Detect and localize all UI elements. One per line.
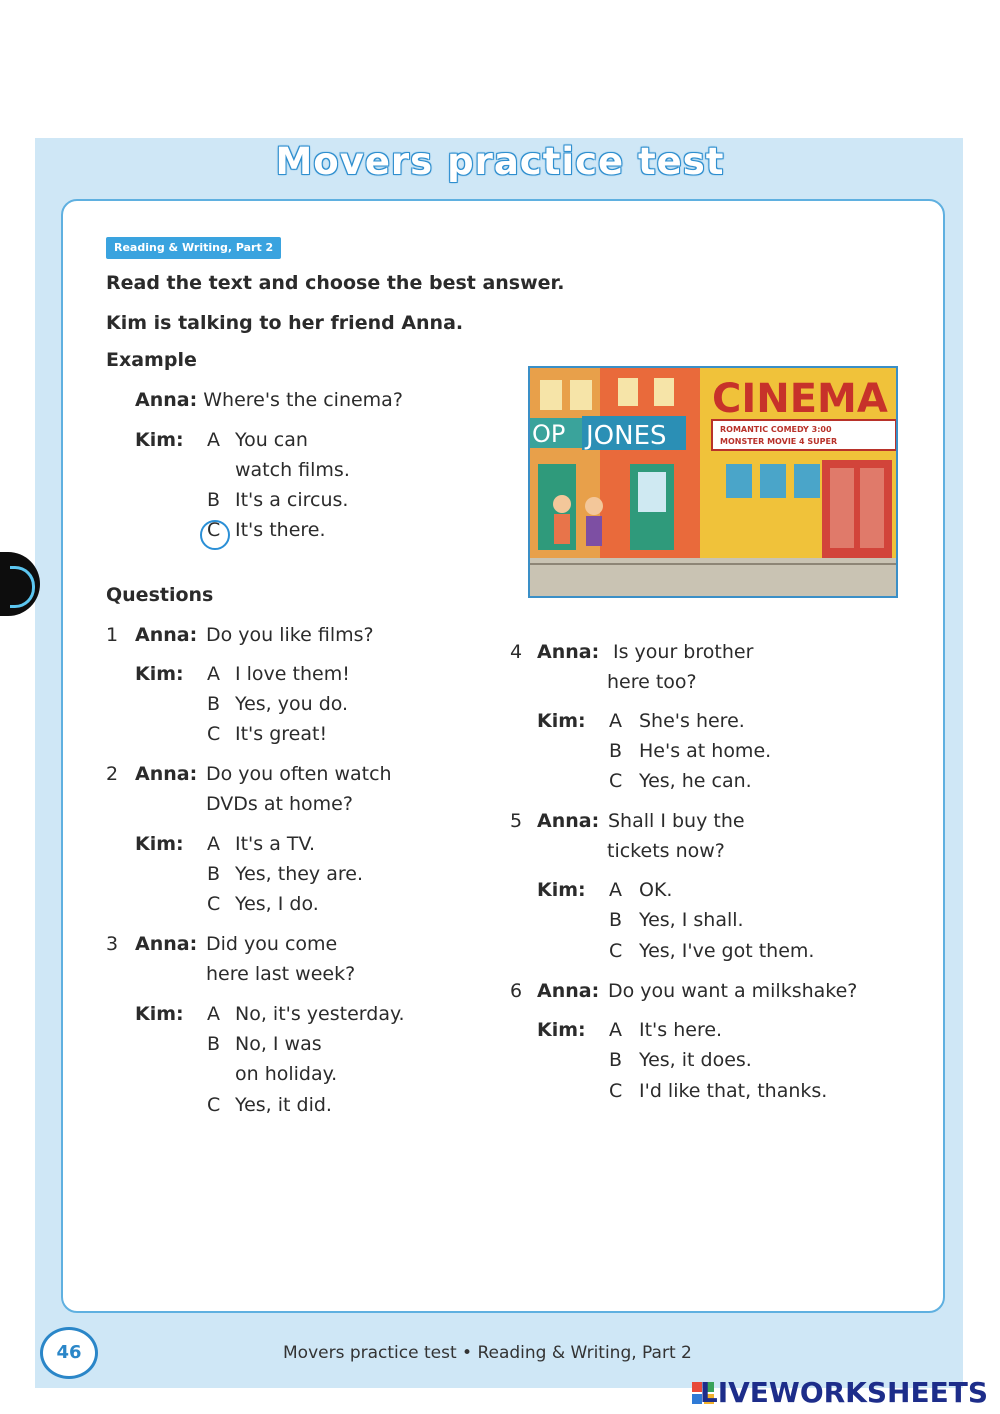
option-letter: B [207,489,221,511]
option-text: No, I was [235,1033,322,1055]
option-text: Yes, you do. [235,693,349,715]
option-letter: A [609,879,622,901]
option-text: It's great! [235,723,328,745]
option-letter: C [609,1080,623,1102]
sign-shop: OP [532,420,566,448]
speaker-label: Anna: [135,624,198,646]
speaker-label: Anna: [537,810,600,832]
speaker-label: Kim: [135,429,184,451]
sign-cinema: CINEMA [712,376,888,422]
option-text: It's there. [235,519,326,541]
speaker-label: Kim: [537,710,586,732]
context-text: Kim is talking to her friend Anna. [106,312,464,334]
sign-jones: JONES [586,421,667,451]
marquee-line-1: ROMANTIC COMEDY 3:00 [720,425,832,434]
option-letter: C [207,519,221,541]
option-letter: A [207,663,220,685]
question-text: here too? [607,671,697,693]
question-text: here last week? [206,963,356,985]
question-text: DVDs at home? [206,793,353,815]
option-text: No, it's yesterday. [235,1003,405,1025]
option-text: Yes, I shall. [639,909,744,931]
speaker-label: Anna: [135,389,198,411]
speaker-label: Anna: [537,980,600,1002]
option-text: You can [235,429,308,451]
page-title: Movers practice test [275,140,725,183]
question-text: Do you often watch [206,763,392,785]
option-text: OK. [639,879,673,901]
speaker-label: Anna: [135,763,198,785]
instruction: Read the text and choose the best answer. [106,272,565,294]
page-number: 46 [40,1327,98,1379]
option-letter: B [609,740,623,762]
option-text: Yes, it did. [235,1094,332,1116]
option-text: It's here. [639,1019,723,1041]
cinema-illustration [528,366,898,598]
option-text: It's a circus. [235,489,349,511]
option-text: Yes, I do. [235,893,319,915]
option-text: I'd like that, thanks. [639,1080,828,1102]
option-text: It's a TV. [235,833,316,855]
option-text: watch films. [235,459,350,481]
option-text: He's at home. [639,740,772,762]
speaker-label: Anna: [537,641,600,663]
option-letter: B [207,863,221,885]
option-text: Yes, it does. [639,1049,752,1071]
question-number: 4 [510,641,523,663]
option-text: She's here. [639,710,745,732]
option-letter: B [609,909,623,931]
option-letter: C [207,723,221,745]
option-letter: A [207,833,220,855]
question-text: Do you want a milkshake? [608,980,858,1002]
question-number: 3 [106,933,119,955]
option-text: on holiday. [235,1063,338,1085]
questions-heading: Questions [106,584,214,606]
question-text: Do you like films? [206,624,374,646]
brand-watermark: LIVEWORKSHEETS [699,1376,988,1409]
question-text: Shall I buy the [608,810,745,832]
option-letter: C [609,940,623,962]
example-heading: Example [106,349,197,371]
question-number: 1 [106,624,119,646]
option-letter: B [207,1033,221,1055]
marquee-line-2: MONSTER MOVIE 4 SUPER [720,437,838,446]
option-letter: B [609,1049,623,1071]
section-badge: Reading & Writing, Part 2 [106,237,281,259]
option-letter: C [609,770,623,792]
page-footer: Movers practice test • Reading & Writing, Part 2 [283,1343,692,1363]
question-text: tickets now? [607,840,725,862]
option-text: Yes, he can. [639,770,752,792]
option-text: Yes, they are. [235,863,363,885]
question-text: Did you come [206,933,338,955]
question-text: Where's the cinema? [203,389,403,411]
question-number: 2 [106,763,119,785]
example-question [135,389,403,411]
option-letter: A [207,1003,220,1025]
speaker-label: Kim: [135,833,184,855]
question-text: Is your brother [613,641,754,663]
option-letter: A [207,429,220,451]
option-text: Yes, I've got them. [639,940,815,962]
speaker-label: Kim: [135,1003,184,1025]
option-letter: C [207,1094,221,1116]
speaker-label: Kim: [537,1019,586,1041]
option-text: I love them! [235,663,350,685]
speaker-label: Anna: [135,933,198,955]
option-letter: B [207,693,221,715]
question-number: 6 [510,980,523,1002]
speaker-label: Kim: [135,663,184,685]
option-letter: C [207,893,221,915]
option-letter: A [609,1019,622,1041]
question-number: 5 [510,810,523,832]
option-letter: A [609,710,622,732]
speaker-label: Kim: [537,879,586,901]
